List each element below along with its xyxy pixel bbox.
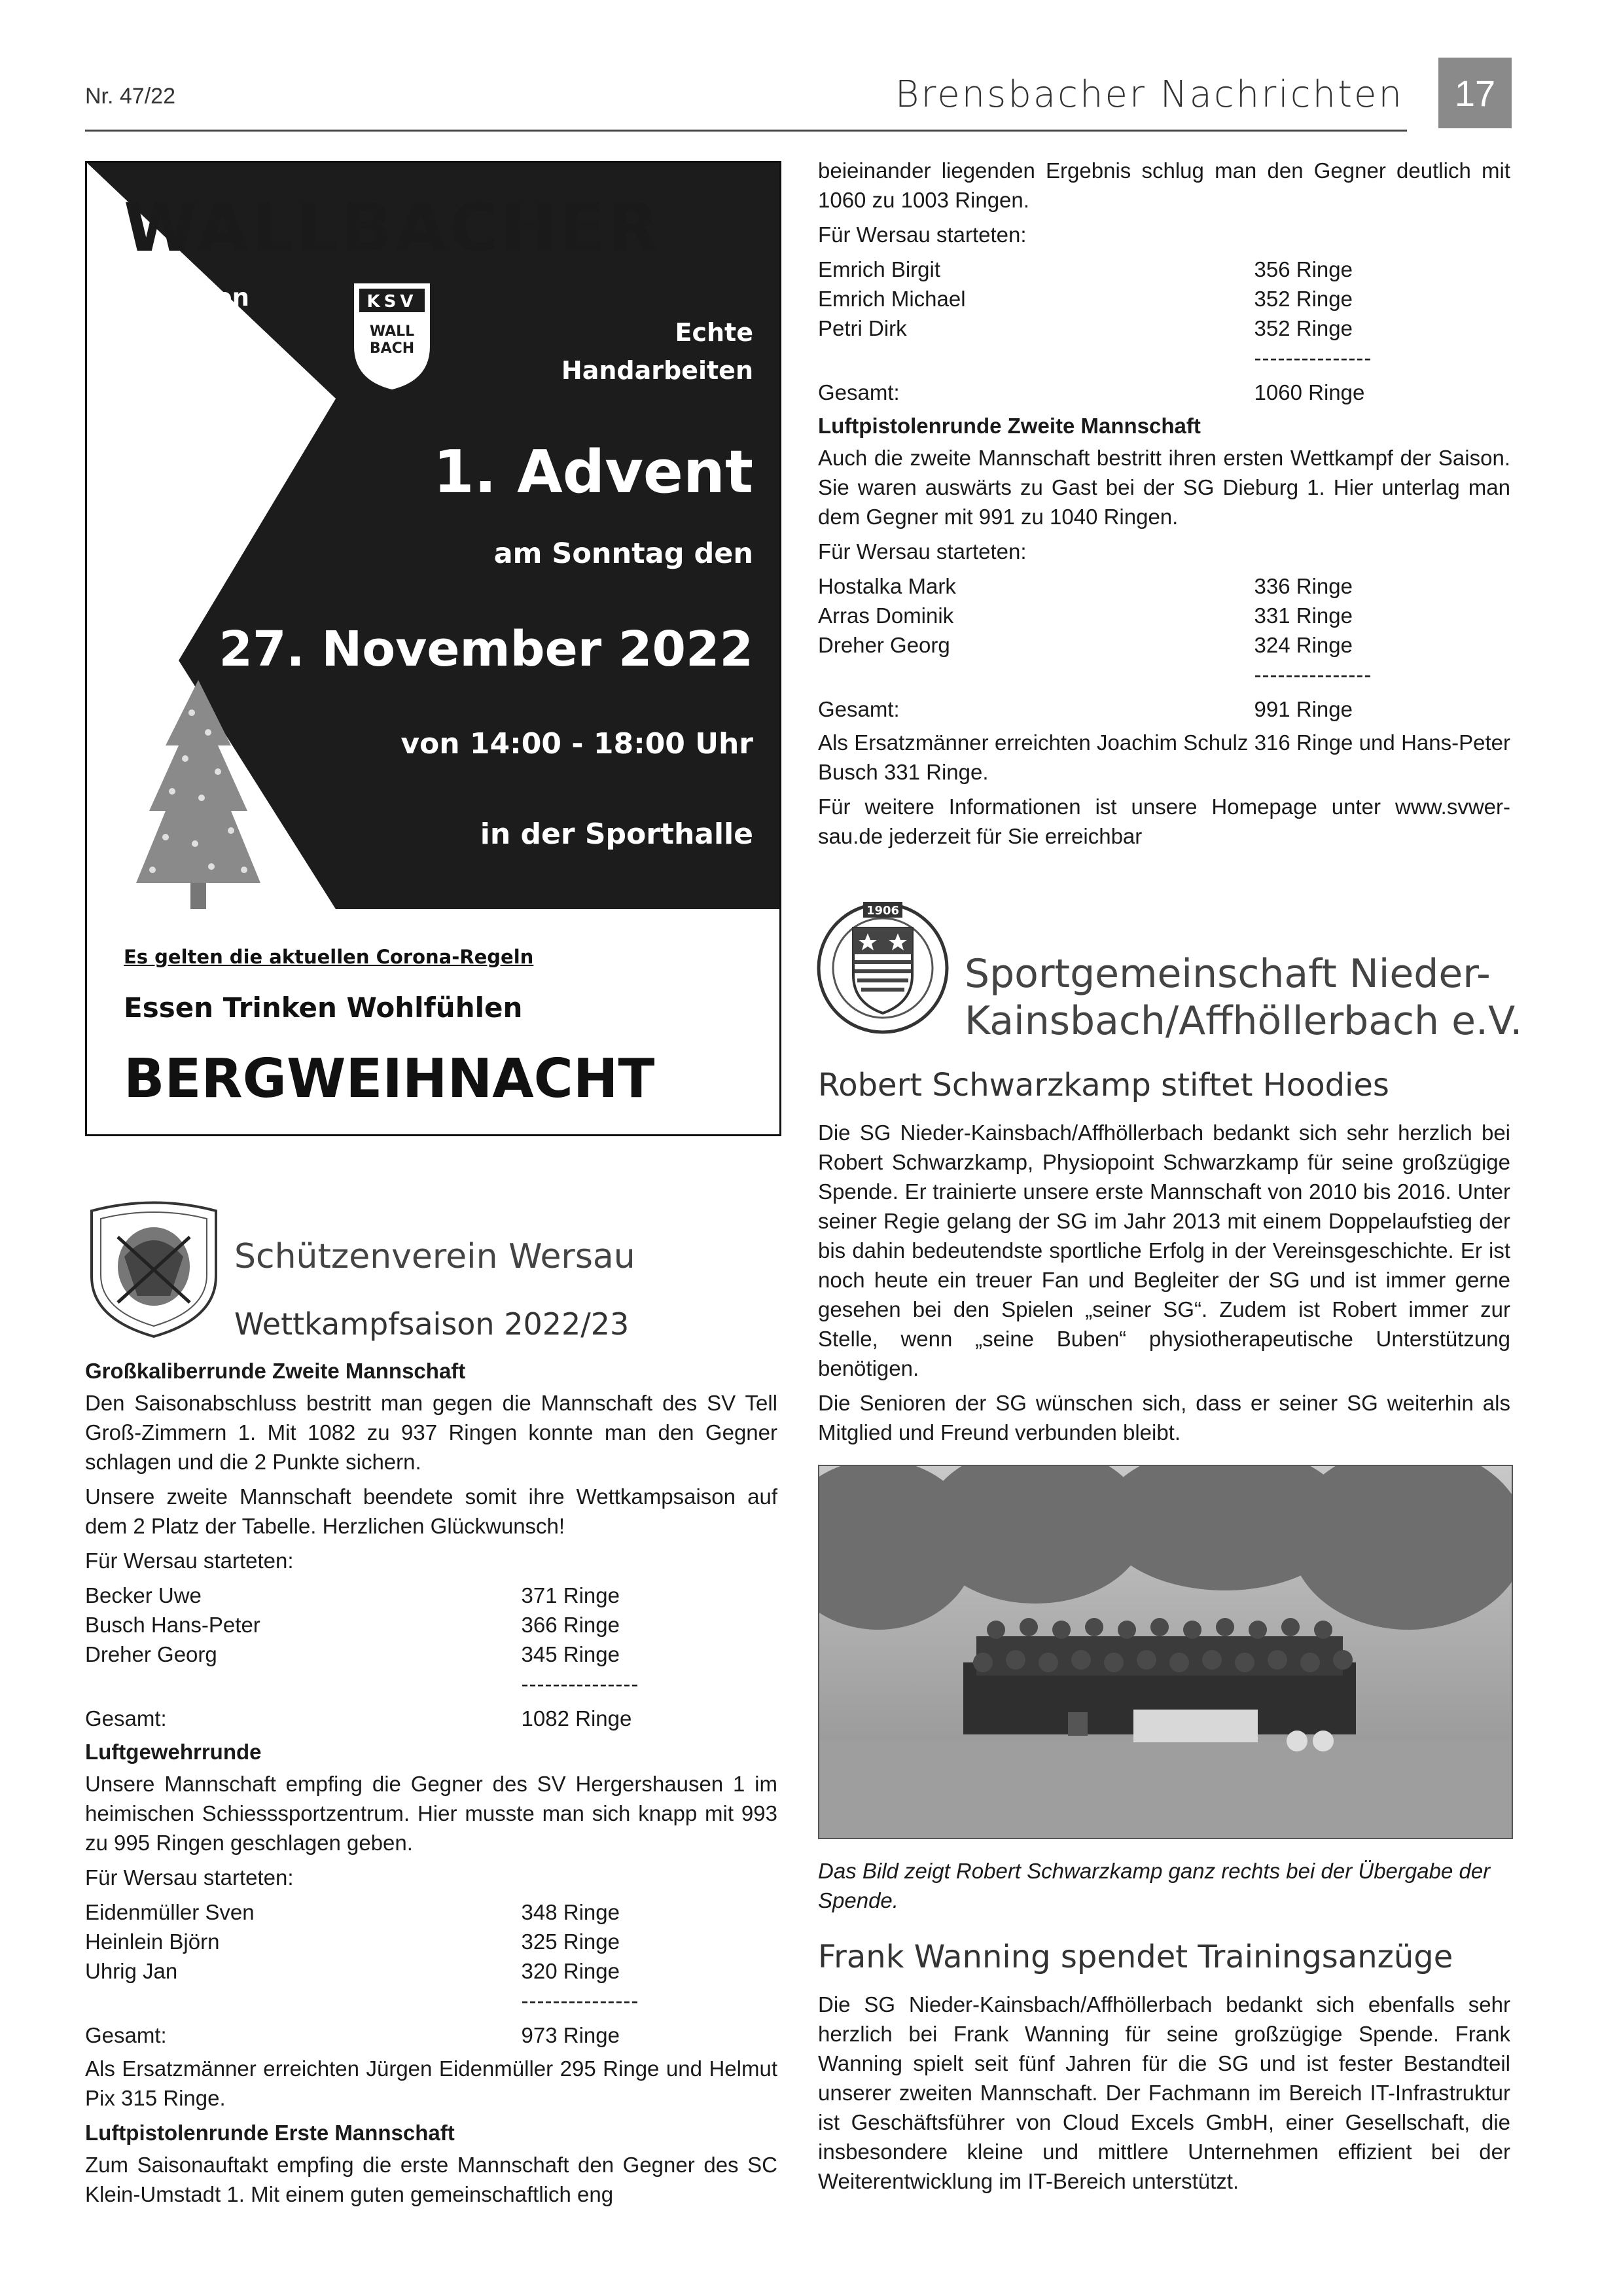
hoodies-article — [818, 1118, 1510, 1452]
luftgewehr-ersatz: Als Ersatzmänner erreichten Jürgen Eidenmüller 295 Ringe und Helmut Pix 315 Ringe. — [85, 2056, 777, 2110]
shooter-score: 371 Ringe — [521, 1583, 620, 1607]
grosskaliber-results-table — [85, 1581, 777, 1733]
ksv-logo — [351, 281, 433, 392]
table-row — [818, 660, 1510, 689]
team-photo-image — [819, 1466, 1512, 1838]
advent-flyer — [85, 161, 781, 1136]
flyer-sonntag: am Sonntag den — [493, 537, 753, 570]
wanning-article — [818, 1990, 1510, 2201]
table-row — [818, 601, 1510, 630]
table-row — [818, 343, 1510, 372]
flyer-handarbeiten-label: Handarbeiten — [561, 356, 753, 385]
table-row-total — [818, 689, 1510, 724]
wersau-left-column — [85, 1356, 777, 2214]
wanning-paragraph: Die SG Nieder-Kainsbach/Affhöllerbach bedankt sich ebenfalls sehr herzlich bei Frank Wanning für seine großzügige Spende. Frank Wanning spielt seit fünf Jahren für die SG und ist fester Bestandteil unserer zweiten Mannschaft. Der Fachmann im Bereich IT-Infrastruktur ist Geschäftsführer von Cloud Excels GmbH, einer Gesellschaft, die insbesondere kleine und mittlere Unternehmen effizient bei der Weiterentwicklung im IT-Bereich unterstützt. — [818, 1992, 1510, 2193]
hoodies-heading: Robert Schwarzkamp stiftet Hoodies — [818, 1067, 1389, 1103]
table-row — [85, 1640, 777, 1669]
ksv-logo-text: BACH — [369, 340, 415, 357]
flyer-title: WALLBACHER — [124, 189, 662, 267]
shooter-score: 356 Ringe — [1254, 257, 1353, 281]
shooter-score: 345 Ringe — [521, 1642, 620, 1666]
flyer-tagline: Essen Trinken Wohlfühlen — [124, 992, 523, 1024]
sum-separator: --------------- — [1254, 346, 1372, 370]
lp-erste-starters-label: Für Wersau starteten: — [818, 223, 1027, 247]
lp-zweite-heading: Luftpistolenrunde Zweite Mannschaft — [818, 414, 1201, 438]
grosskaliber-paragraph-2: Unsere zweite Mannschaft beendete somit ihre Wettkampsaison auf dem 2 Platz der Tabelle. Herzlichen Glückwunsch! — [85, 1484, 777, 1538]
lp-erste-paragraph: Zum Saisonauftakt empfing die erste Mannschaft den Gegner des SC Klein-Umstadt 1. Mit einem guten gemeinschaftlich eng — [85, 2153, 777, 2206]
total-label: Gesamt: — [85, 2023, 167, 2047]
table-row — [85, 1927, 777, 1956]
table-row — [85, 1897, 777, 1927]
wersau-season-title: Wettkampfsaison 2022/23 — [234, 1306, 630, 1342]
wersau-right-column — [818, 156, 1510, 856]
total-score: 991 Ringe — [1254, 697, 1353, 721]
total-score: 1082 Ringe — [521, 1706, 632, 1731]
shooter-score: 331 Ringe — [1254, 603, 1353, 628]
issue-number: Nr. 47/22 — [85, 84, 175, 109]
flyer-time: von 14:00 - 18:00 Uhr — [400, 727, 753, 761]
christmas-tree-icon — [126, 673, 270, 955]
shooter-score: 336 Ringe — [1254, 574, 1353, 598]
table-row-total — [85, 2015, 777, 2050]
flyer-place: in der Sporthalle — [480, 817, 753, 851]
shooter-score: 352 Ringe — [1254, 287, 1353, 311]
publication-title: Brensbacher Nachrichten — [895, 73, 1404, 116]
shooter-score: 366 Ringe — [521, 1613, 620, 1637]
flyer-activity: gehäkelt — [118, 391, 238, 420]
table-row — [818, 630, 1510, 660]
table-row — [818, 571, 1510, 601]
hoodies-paragraph: Die SG Nieder-Kainsbach/Affhöllerbach bedankt sich sehr herzlich bei Robert Schwarzkamp, Physiopoint Schwarzkamp für seine großzügige Spende. Er trainierte unsere erste Mannschaft von 2010 bis 2016. Unter seiner Regie gelang der SG im Jahr 2013 mit einem Doppelaufstieg der bis dahin bedeutendste sportliche Erfolg in der Vereinsgeschichte. Er ist noch heute ein treuer Fan und Begleiter der SG und ist immer gerne gesehen bei den Spielen „seiner SG“. Zudem ist Robert immer zur Stelle, wenn „seine Buben“ physiotherapeutische Unterstützung benötigen. — [818, 1121, 1510, 1380]
grosskaliber-heading: Großkaliberrunde Zweite Mannschaft — [85, 1359, 466, 1383]
team-photo — [818, 1465, 1513, 1839]
sum-separator: --------------- — [1254, 662, 1372, 687]
table-row-total — [85, 1698, 777, 1733]
total-label: Gesamt: — [818, 697, 900, 721]
shooter-name: Busch Hans-Peter — [85, 1613, 260, 1637]
sg-logo-year: 1906 — [866, 904, 900, 918]
sum-separator: --------------- — [521, 1672, 639, 1696]
shooter-score: 325 Ringe — [521, 1929, 620, 1954]
table-row — [85, 1956, 777, 1986]
table-row — [85, 1581, 777, 1610]
table-row — [818, 255, 1510, 284]
photo-caption-text: Das Bild zeigt Robert Schwarzkamp ganz rechts bei der Übergabe der Spende. — [818, 1859, 1491, 1912]
shooter-name: Eidenmüller Sven — [85, 1900, 255, 1924]
table-row — [85, 1610, 777, 1640]
ksv-shield-icon — [351, 281, 433, 392]
luftgewehr-results-table — [85, 1897, 777, 2050]
flyer-activity: gebacken — [118, 283, 250, 312]
sg-club-title-line: Sportgemeinschaft Nieder- — [965, 951, 1491, 997]
flyer-echte: Echte — [675, 318, 753, 347]
lp-erste-results-table — [818, 255, 1510, 407]
flyer-activity: gestickt — [118, 463, 229, 492]
shooter-name: Emrich Birgit — [818, 257, 941, 281]
shooter-name: Dreher Georg — [85, 1642, 217, 1666]
schuetzenverein-logo — [85, 1198, 222, 1342]
wersau-homepage-info: Für weitere Informationen ist unsere Homepage unter www.svwer-sau.de jederzeit für Sie erreichbar — [818, 795, 1510, 848]
flyer-event-name: BERGWEIHNACHT — [124, 1048, 655, 1110]
shooter-score: 352 Ringe — [1254, 316, 1353, 340]
luftgewehr-heading: Luftgewehrrunde — [85, 1740, 262, 1764]
sg-club-logo — [815, 898, 950, 1038]
flyer-activity-list — [118, 279, 249, 495]
sum-separator: --------------- — [521, 1988, 639, 2013]
luftgewehr-paragraph: Unsere Mannschaft empfing die Gegner des SV Hergershausen 1 im heimischen Schiesssportzentrum. Hier musste man sich knapp mit 993 zu 995 Ringen geschlagen geben. — [85, 1772, 777, 1855]
shooter-score: 348 Ringe — [521, 1900, 620, 1924]
flyer-handarbeiten — [518, 314, 753, 389]
grosskaliber-starters-label: Für Wersau starteten: — [85, 1549, 294, 1573]
flyer-activity: gestrickt — [118, 355, 241, 384]
shooter-name: Dreher Georg — [818, 633, 950, 657]
total-score: 973 Ringe — [521, 2023, 620, 2047]
shooter-name: Hostalka Mark — [818, 574, 956, 598]
photo-caption — [818, 1856, 1510, 1920]
table-row — [818, 314, 1510, 343]
ksv-logo-text: WALL — [369, 323, 415, 340]
table-row — [85, 1986, 777, 2015]
total-label: Gesamt: — [818, 380, 900, 404]
flyer-activity: gebastelt — [118, 319, 249, 348]
luftgewehr-starters-label: Für Wersau starteten: — [85, 1865, 294, 1890]
wersau-club-title: Schützenverein Wersau — [234, 1237, 635, 1276]
flyer-activity: gekocht — [118, 427, 228, 456]
shooter-score: 320 Ringe — [521, 1959, 620, 1983]
lp-zweite-paragraph: Auch die zweite Mannschaft bestritt ihren ersten Wettkampf der Saison. Sie waren auswärts zu Gast bei der SG Dieburg 1. Hier unterlag man dem Gegner mit 991 zu 1040 Ringen. — [818, 446, 1510, 529]
shooter-name: Becker Uwe — [85, 1583, 202, 1607]
shooter-name: Heinlein Björn — [85, 1929, 220, 1954]
shooter-name: Arras Dominik — [818, 603, 954, 628]
header-rule — [85, 130, 1407, 132]
grosskaliber-paragraph: Den Saisonabschluss bestritt man gegen die Mannschaft des SV Tell Groß-Zimmern 1. Mit 1082 zu 937 Ringen konnte man den Gegner schlagen und die 2 Punkte sichern. — [85, 1391, 777, 1474]
total-label: Gesamt: — [85, 1706, 167, 1731]
flyer-corona-note: Es gelten die aktuellen Corona-Regeln — [124, 946, 534, 968]
lp-erste-paragraph-continued: beieinander liegenden Ergebnis schlug man den Gegner deutlich mit 1060 zu 1003 Ringen. — [818, 158, 1510, 212]
lp-erste-heading: Luftpistolenrunde Erste Mannschaft — [85, 2121, 455, 2145]
lp-zweite-starters-label: Für Wersau starteten: — [818, 539, 1027, 564]
flyer-date: 27. November 2022 — [219, 621, 753, 677]
shooter-name: Petri Dirk — [818, 316, 907, 340]
ksv-logo-text: KSV — [366, 292, 418, 312]
table-row — [818, 284, 1510, 314]
lp-zweite-ersatz: Als Ersatzmänner erreichten Joachim Schulz 316 Ringe und Hans-Peter Busch 331 Ringe. — [818, 730, 1510, 784]
table-row-total — [818, 372, 1510, 407]
flyer-advent: 1. Advent — [433, 438, 753, 507]
sg-club-title — [965, 950, 1522, 1045]
sg-club-title-line: Kainsbach/Affhöllerbach e.V. — [965, 998, 1523, 1044]
table-row — [85, 1669, 777, 1698]
wanning-heading: Frank Wanning spendet Trainingsanzüge — [818, 1939, 1453, 1975]
lp-zweite-results-table — [818, 571, 1510, 724]
hoodies-paragraph-2: Die Senioren der SG wünschen sich, dass er seiner SG weiterhin als Mitglied und Freund verbunden bleibt. — [818, 1391, 1510, 1444]
page-number: 17 — [1438, 58, 1512, 128]
shooter-name: Emrich Michael — [818, 287, 966, 311]
shooter-name: Uhrig Jan — [85, 1959, 178, 1983]
shooter-score: 324 Ringe — [1254, 633, 1353, 657]
total-score: 1060 Ringe — [1254, 380, 1365, 404]
